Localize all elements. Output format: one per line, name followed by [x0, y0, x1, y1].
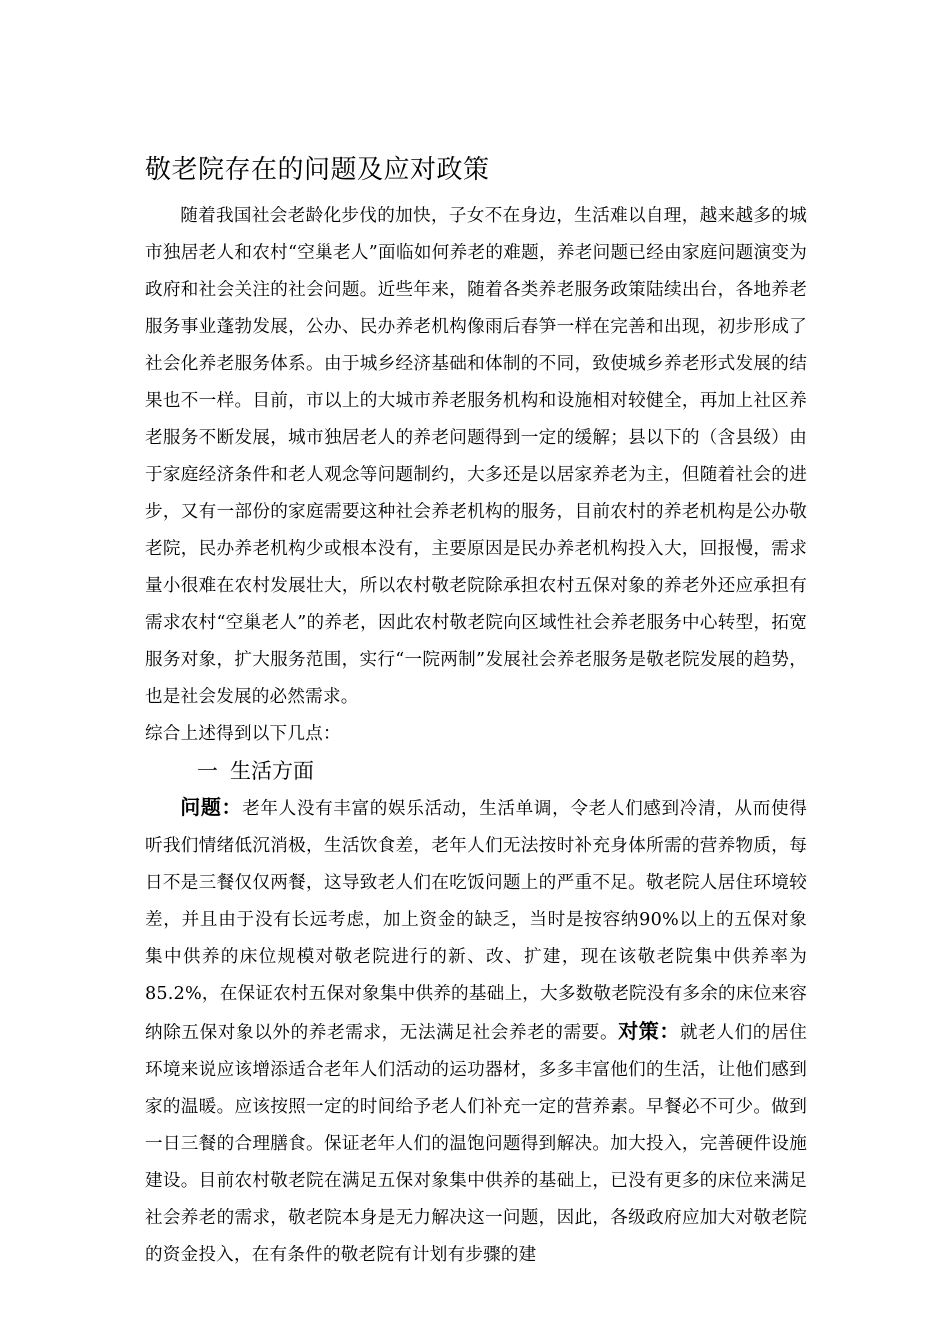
document-title: 敬老院存在的问题及应对政策	[145, 155, 490, 185]
intro-paragraph: 随着我国社会老龄化步伐的加快，子女不在身边，生活难以自理，越来越多的城市独居老人和农村“空巢老人”面临如何养老的难题，养老问题已经由家庭问题演变为政府和社会关注的社会问题。近些年来，随着各类养老服务政策陆续出台，各地养老服务事业蓬勃发展，公办、民办养老机构像雨后春笋一样在完善和出现，初步形成了社会化养老服务体系。由于城乡经济基础和体制的不同，致使城乡养老形式发展的结果也不一样。目前，市以上的大城市养老服务机构和设施相对较健全，再加上社区养老服务不断发展，城市独居老人的养老问题得到一定的缓解；县以下的（含县级）由于家庭经济条件和老人观念等问题制约，大多还是以居家养老为主，但随着社会的进步，又有一部份的家庭需要这种社会养老机构的服务，目前农村的养老机构是公办敬老院，民办养老机构少或根本没有，主要原因是民办养老机构投入大，回报慢，需求量小很难在农村发展壮大，所以农村敬老院除承担农村五保对象的养老外还应承担有需求农村“空巢老人”的养老，因此农村敬老院向区域性社会养老服务中心转型，拓宽服务对象，扩大服务范围，实行“一院两制”发展社会养老服务是敬老院发展的趋势，也是社会发展的必然需求。	[145, 206, 807, 707]
document-page	[145, 150, 807, 1274]
problem-text: 老年人没有丰富的娱乐活动，生活单调，令老人们感到冷清，从而使得听我们情绪低沉消极，生活饮食差，老年人们无法按时补充身体所需的营养物质，每日不是三餐仅仅两餐，这导致老人们在吃饭问题上的严重不足。敬老院人居住环境较差，并且由于没有长远考虑，加上资金的缺乏，当时是按容纳90%以上的五保对象集中供养的床位规模对敬老院进行的新、改、扩建，现在该敬老院集中供养率为85.2%，在保证农村五保对象集中供养的基础上，大多数敬老院没有多余的床位来容纳除五保对象以外的养老需求，无法满足社会养老的需要。	[145, 799, 807, 1043]
section-number: 一	[197, 759, 218, 783]
problem-label: 问题：	[180, 795, 243, 819]
summary-line: 综合上述得到以下几点：	[145, 724, 341, 744]
section-title: 生活方面	[230, 759, 314, 783]
solution-label: 对策：	[618, 1019, 681, 1043]
section-heading-life	[145, 753, 807, 789]
section-body-paragraph	[145, 789, 807, 1274]
solution-text: 就老人们的居住环境来说应该增添适合老年人们活动的运功器材，多多丰富他们的生活，让他们感到家的温暖。应该按照一定的时间给予老人们补充一定的营养素。早餐必不可少。做到一日三餐的合理膳食。保证老年人们的温饱问题得到解决。加大投入，完善硬件设施建设。目前农村敬老院在满足五保对象集中供养的基础上，已没有更多的床位来满足社会养老的需求，敬老院本身是无力解决这一问题，因此，各级政府应加大对敬老院的资金投入，在有条件的敬老院有计划有步骤的建	[145, 1023, 808, 1265]
